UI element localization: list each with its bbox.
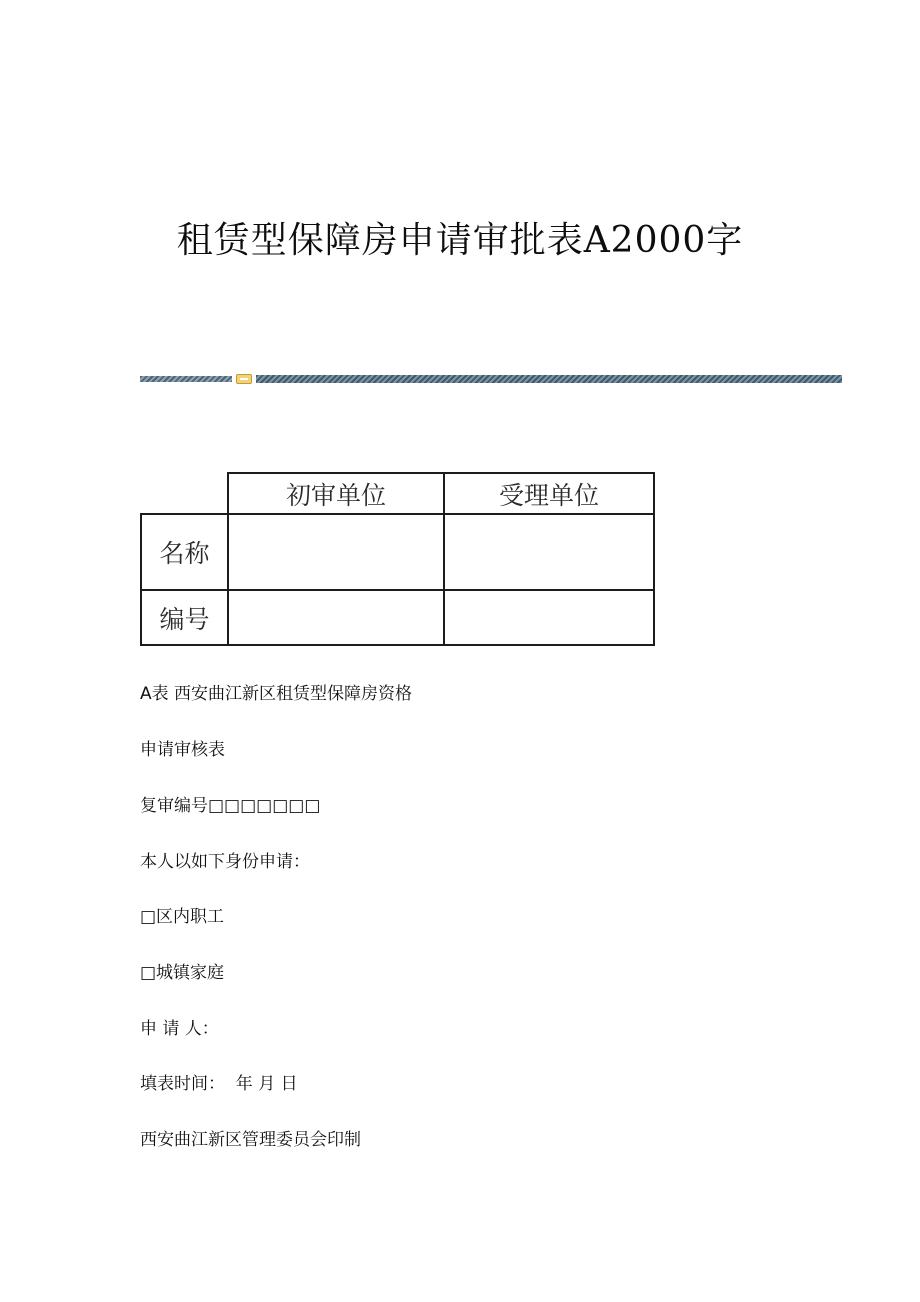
option-urban-family: □城镇家庭: [140, 963, 225, 983]
decorative-divider: [140, 374, 842, 384]
fill-date-line: 填表时间： 年 月 日: [140, 1074, 298, 1094]
divider-bar-right: [256, 375, 842, 383]
table-header-row: [141, 473, 654, 514]
name-accepting-cell[interactable]: [444, 514, 654, 590]
name-initial-review-cell[interactable]: [228, 514, 444, 590]
identity-prompt-line: 本人以如下身份申请：: [140, 852, 310, 872]
divider-bar-left: [140, 376, 232, 382]
number-accepting-cell[interactable]: [444, 590, 654, 645]
number-initial-review-cell[interactable]: [228, 590, 444, 645]
table-row: [141, 514, 654, 590]
option-district-employee: □区内职工: [140, 907, 225, 927]
row-label-number: 编号: [141, 590, 228, 645]
applicant-line: 申 请 人：: [140, 1019, 219, 1039]
form-title-line-2: 申请审核表: [140, 740, 225, 760]
header-initial-review-unit: 初审单位: [228, 473, 444, 514]
review-number-line: 复审编号□□□□□□□: [140, 796, 321, 816]
document-title: 租赁型保障房申请审批表A2000字: [176, 220, 744, 261]
table-row: [141, 590, 654, 645]
issuer-line: 西安曲江新区管理委员会印制: [140, 1130, 361, 1150]
unit-table: [140, 472, 655, 646]
divider-ornament-icon: [236, 374, 252, 384]
row-label-name: 名称: [141, 514, 228, 590]
form-title-line-1: A表 西安曲江新区租赁型保障房资格: [140, 684, 413, 704]
header-accepting-unit: 受理单位: [444, 473, 654, 514]
table-corner-cell: [141, 473, 228, 514]
